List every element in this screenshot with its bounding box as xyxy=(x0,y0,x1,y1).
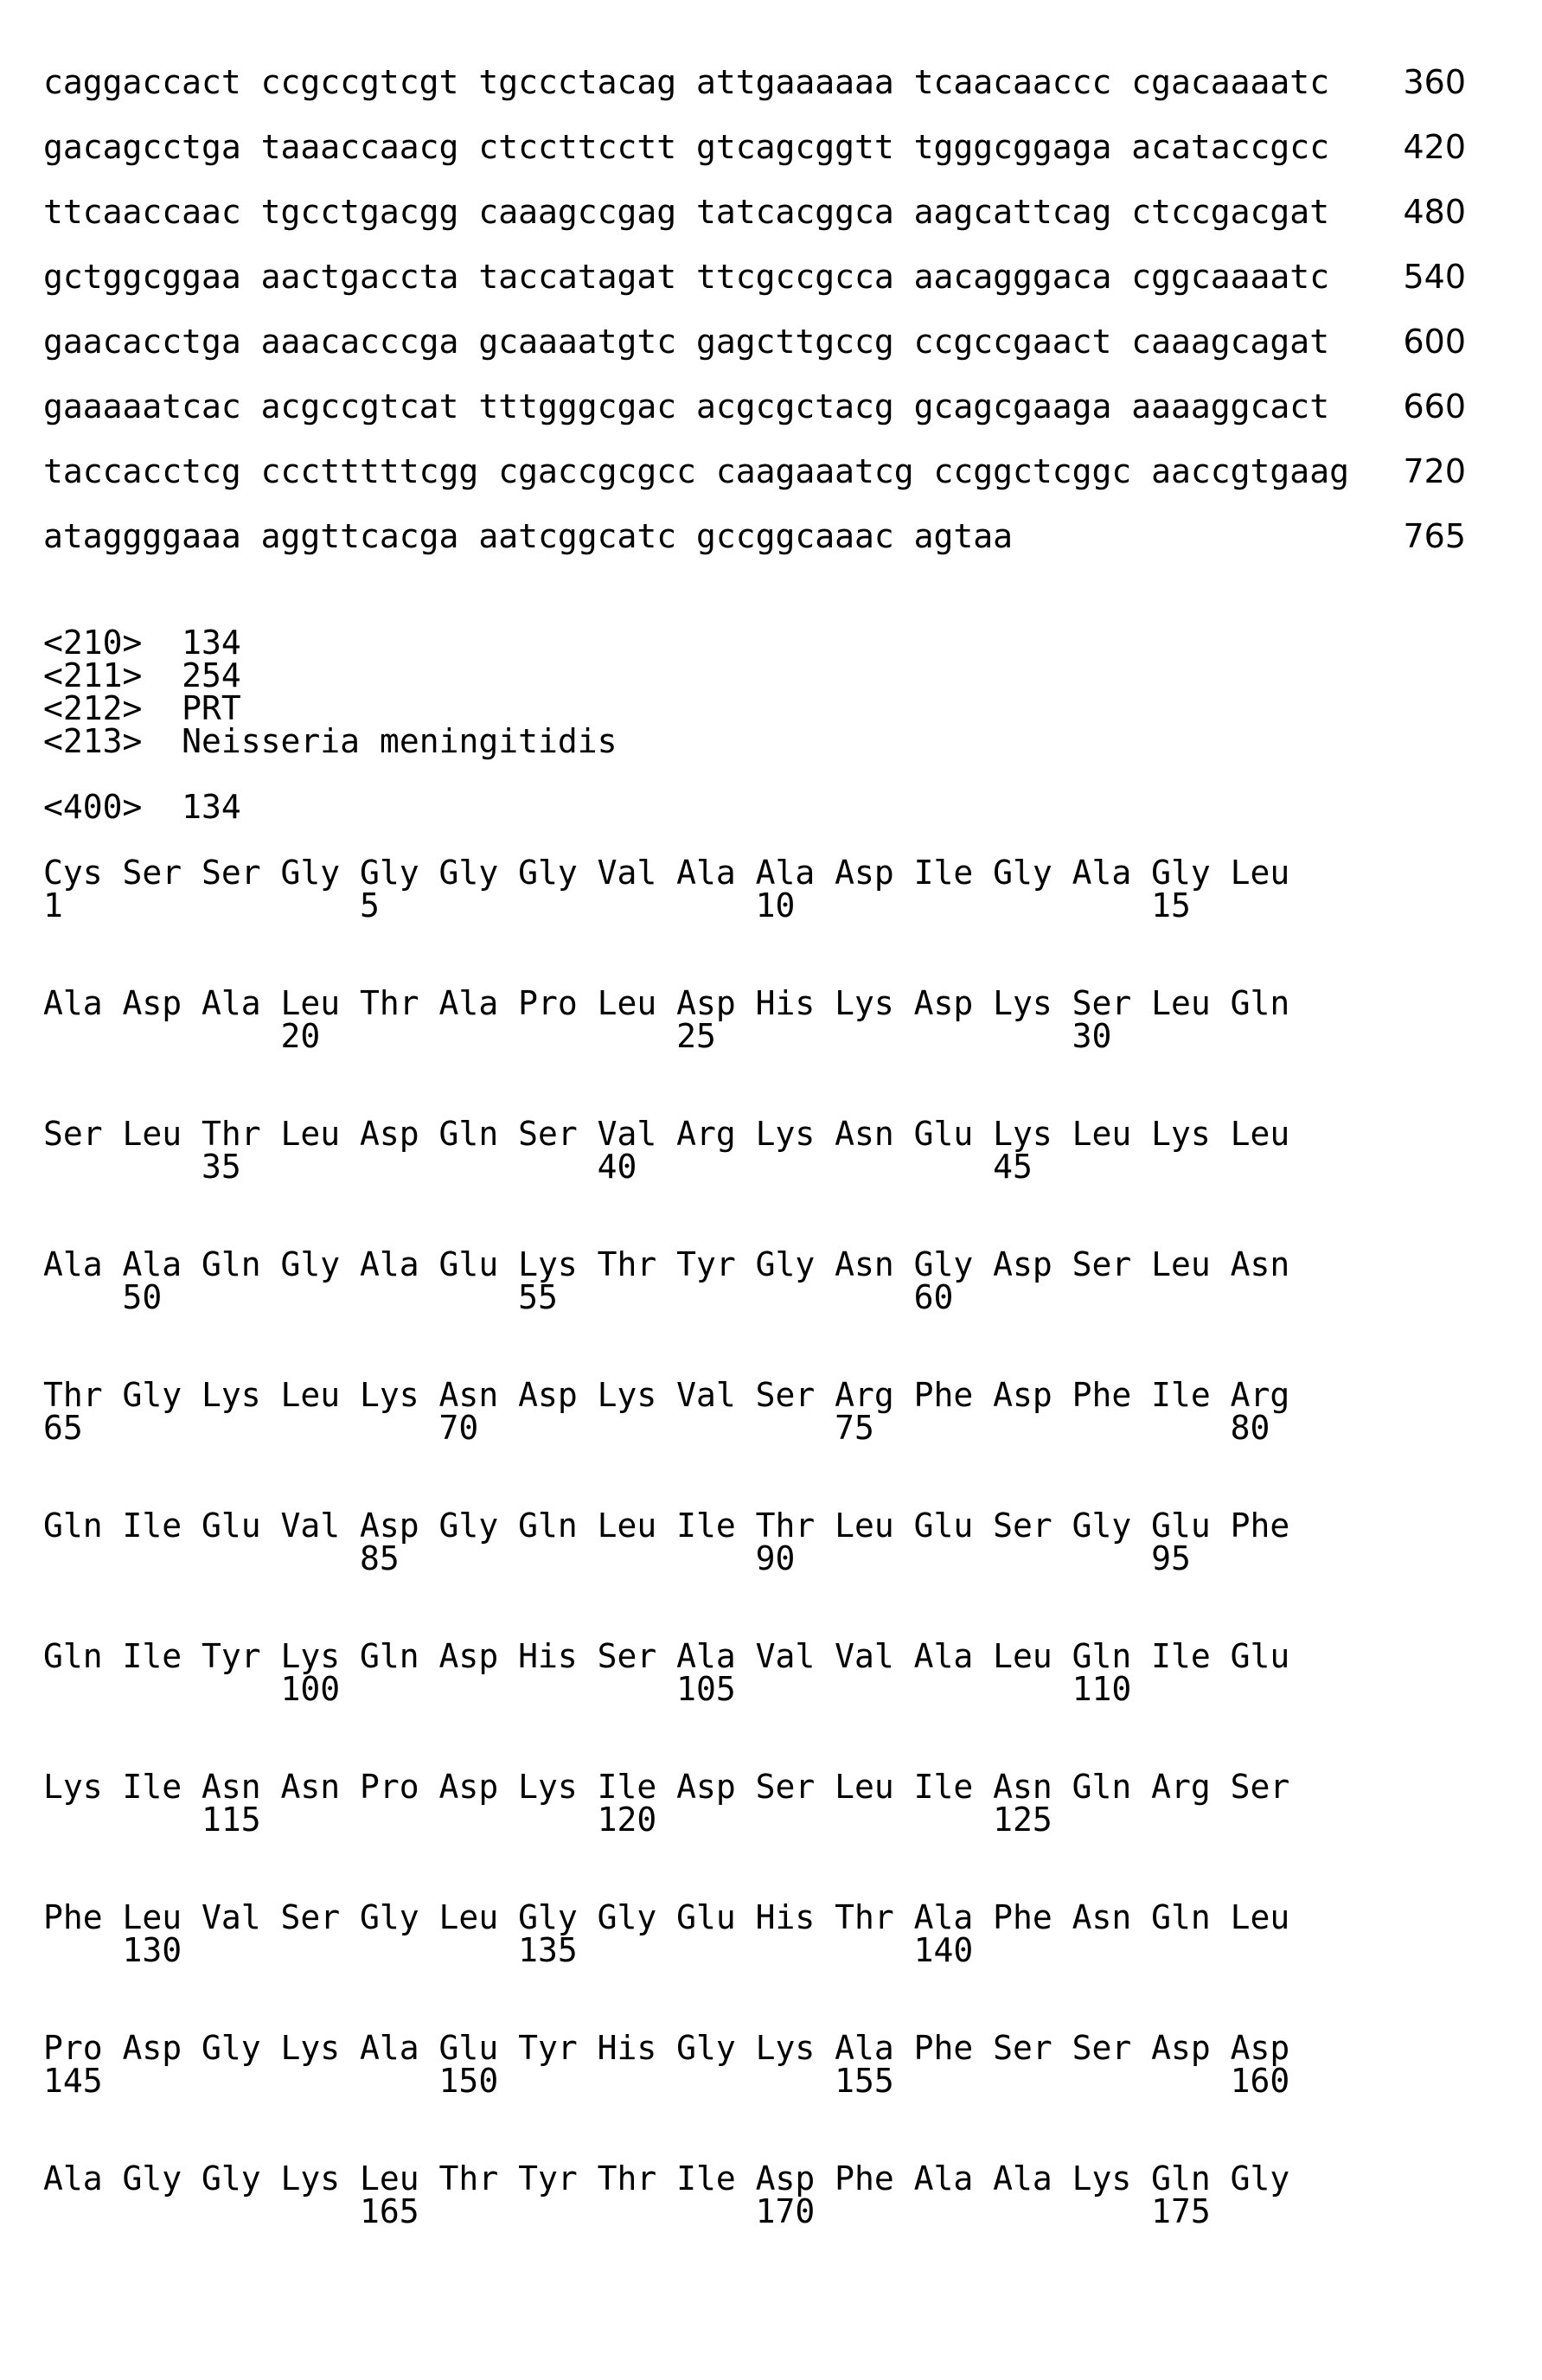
dna-position: 660 xyxy=(1403,387,1466,425)
dna-line: gaacacctga aaacacccga gcaaaatgtc gagcttgccg ccgccgaact caaagcagat xyxy=(43,323,1330,361)
protein-row xyxy=(43,2159,1290,2230)
protein-row xyxy=(43,1637,1290,1708)
protein-row xyxy=(43,2029,1290,2100)
protein-row xyxy=(43,1509,1289,1575)
position-numbers: 20 25 30 xyxy=(43,1017,1112,1055)
meta-field-211 xyxy=(43,656,241,694)
dna-line: ataggggaaa aggttcacga aatcggcatc gccggcaaac agtaa xyxy=(43,517,1014,555)
meta-field-210 xyxy=(43,624,241,662)
protein-row xyxy=(43,1115,1290,1186)
meta-value: Neisseria meningitidis xyxy=(182,722,617,760)
residue-line: Pro Asp Gly Lys Ala Glu Tyr His Gly Lys Ala Phe Ser Ser Asp Asp xyxy=(43,2029,1290,2067)
dna-line: caggaccact ccgccgtcgt tgccctacag attgaaaaaa tcaacaaccc cgacaaaatc xyxy=(43,63,1330,101)
position-numbers: 65 70 75 80 xyxy=(43,1409,1270,1447)
residue-line: Gln Ile Tyr Lys Gln Asp His Ser Ala Val Val Ala Leu Gln Ile Glu xyxy=(43,1637,1290,1675)
dna-line: gaaaaatcac acgccgtcat tttgggcgac acgcgctacg gcagcgaaga aaaaggcact xyxy=(43,387,1330,425)
protein-row xyxy=(43,1376,1290,1447)
protein-row xyxy=(43,984,1290,1055)
meta-tag: <212> xyxy=(43,689,143,727)
position-numbers: 100 105 110 xyxy=(43,1670,1132,1708)
position-numbers: 50 55 60 xyxy=(43,1278,954,1316)
meta-field-400 xyxy=(43,788,241,826)
dna-position: 420 xyxy=(1403,128,1466,166)
meta-value: PRT xyxy=(182,689,241,727)
residue-line: Ala Asp Ala Leu Thr Ala Pro Leu Asp His Lys Asp Lys Ser Leu Gln xyxy=(43,984,1290,1022)
protein-row xyxy=(43,1768,1290,1839)
dna-position: 540 xyxy=(1403,258,1466,296)
position-numbers: 130 135 140 xyxy=(43,1931,974,1969)
meta-value: 134 xyxy=(182,788,241,826)
dna-line: gctggcggaa aactgaccta taccatagat ttcgccgcca aacagggaca cggcaaaatc xyxy=(43,258,1330,296)
position-numbers: 145 150 155 160 xyxy=(43,2062,1290,2100)
dna-position: 360 xyxy=(1403,63,1466,101)
meta-value: 134 xyxy=(182,624,241,662)
position-numbers: 1 5 10 15 xyxy=(43,886,1191,924)
dna-line: ttcaaccaac tgcctgacgg caaagccgag tatcacggca aagcattcag ctccgacgat xyxy=(43,193,1330,231)
residue-line: Thr Gly Lys Leu Lys Asn Asp Lys Val Ser Arg Phe Asp Phe Ile Arg xyxy=(43,1376,1290,1414)
meta-field-212 xyxy=(43,689,241,727)
dna-line: gacagcctga taaaccaacg ctccttcctt gtcagcggtt tgggcggaga acataccgcc xyxy=(43,128,1330,166)
residue-line: Ala Gly Gly Lys Leu Thr Tyr Thr Ile Asp Phe Ala Ala Lys Gln Gly xyxy=(43,2159,1290,2198)
residue-line: Cys Ser Ser Gly Gly Gly Gly Val Ala Ala Asp Ile Gly Ala Gly Leu xyxy=(43,854,1290,892)
protein-row xyxy=(43,1245,1290,1316)
position-numbers: 165 170 175 xyxy=(43,2192,1211,2230)
dna-line: taccacctcg ccctttttcgg cgaccgcgcc caagaaatcg ccggctcggc aaccgtgaag xyxy=(43,452,1349,490)
dna-position: 720 xyxy=(1403,452,1466,490)
residue-line: Ala Ala Gln Gly Ala Glu Lys Thr Tyr Gly Asn Gly Asp Ser Leu Asn xyxy=(43,1245,1290,1283)
dna-position: 480 xyxy=(1403,193,1466,231)
residue-line: Lys Ile Asn Asn Pro Asp Lys Ile Asp Ser Leu Ile Asn Gln Arg Ser xyxy=(43,1768,1290,1806)
position-numbers: 85 90 95 xyxy=(43,1539,1191,1577)
dna-position: 600 xyxy=(1403,323,1466,361)
position-numbers: 115 120 125 xyxy=(43,1801,1053,1839)
meta-tag: <211> xyxy=(43,656,143,694)
dna-position: 765 xyxy=(1403,517,1466,555)
meta-field-213 xyxy=(43,722,617,760)
residue-line: Phe Leu Val Ser Gly Leu Gly Gly Glu His Thr Ala Phe Asn Gln Leu xyxy=(43,1898,1290,1936)
protein-row xyxy=(43,856,1289,922)
meta-tag: <400> xyxy=(43,788,143,826)
residue-line: Gln Ile Glu Val Asp Gly Gln Leu Ile Thr Leu Glu Ser Gly Glu Phe xyxy=(43,1507,1290,1545)
protein-row xyxy=(43,1898,1290,1969)
meta-tag: <210> xyxy=(43,624,143,662)
residue-line: Ser Leu Thr Leu Asp Gln Ser Val Arg Lys Asn Glu Lys Leu Lys Leu xyxy=(43,1115,1290,1153)
meta-value: 254 xyxy=(182,656,241,694)
position-numbers: 35 40 45 xyxy=(43,1148,1033,1186)
meta-tag: <213> xyxy=(43,722,143,760)
